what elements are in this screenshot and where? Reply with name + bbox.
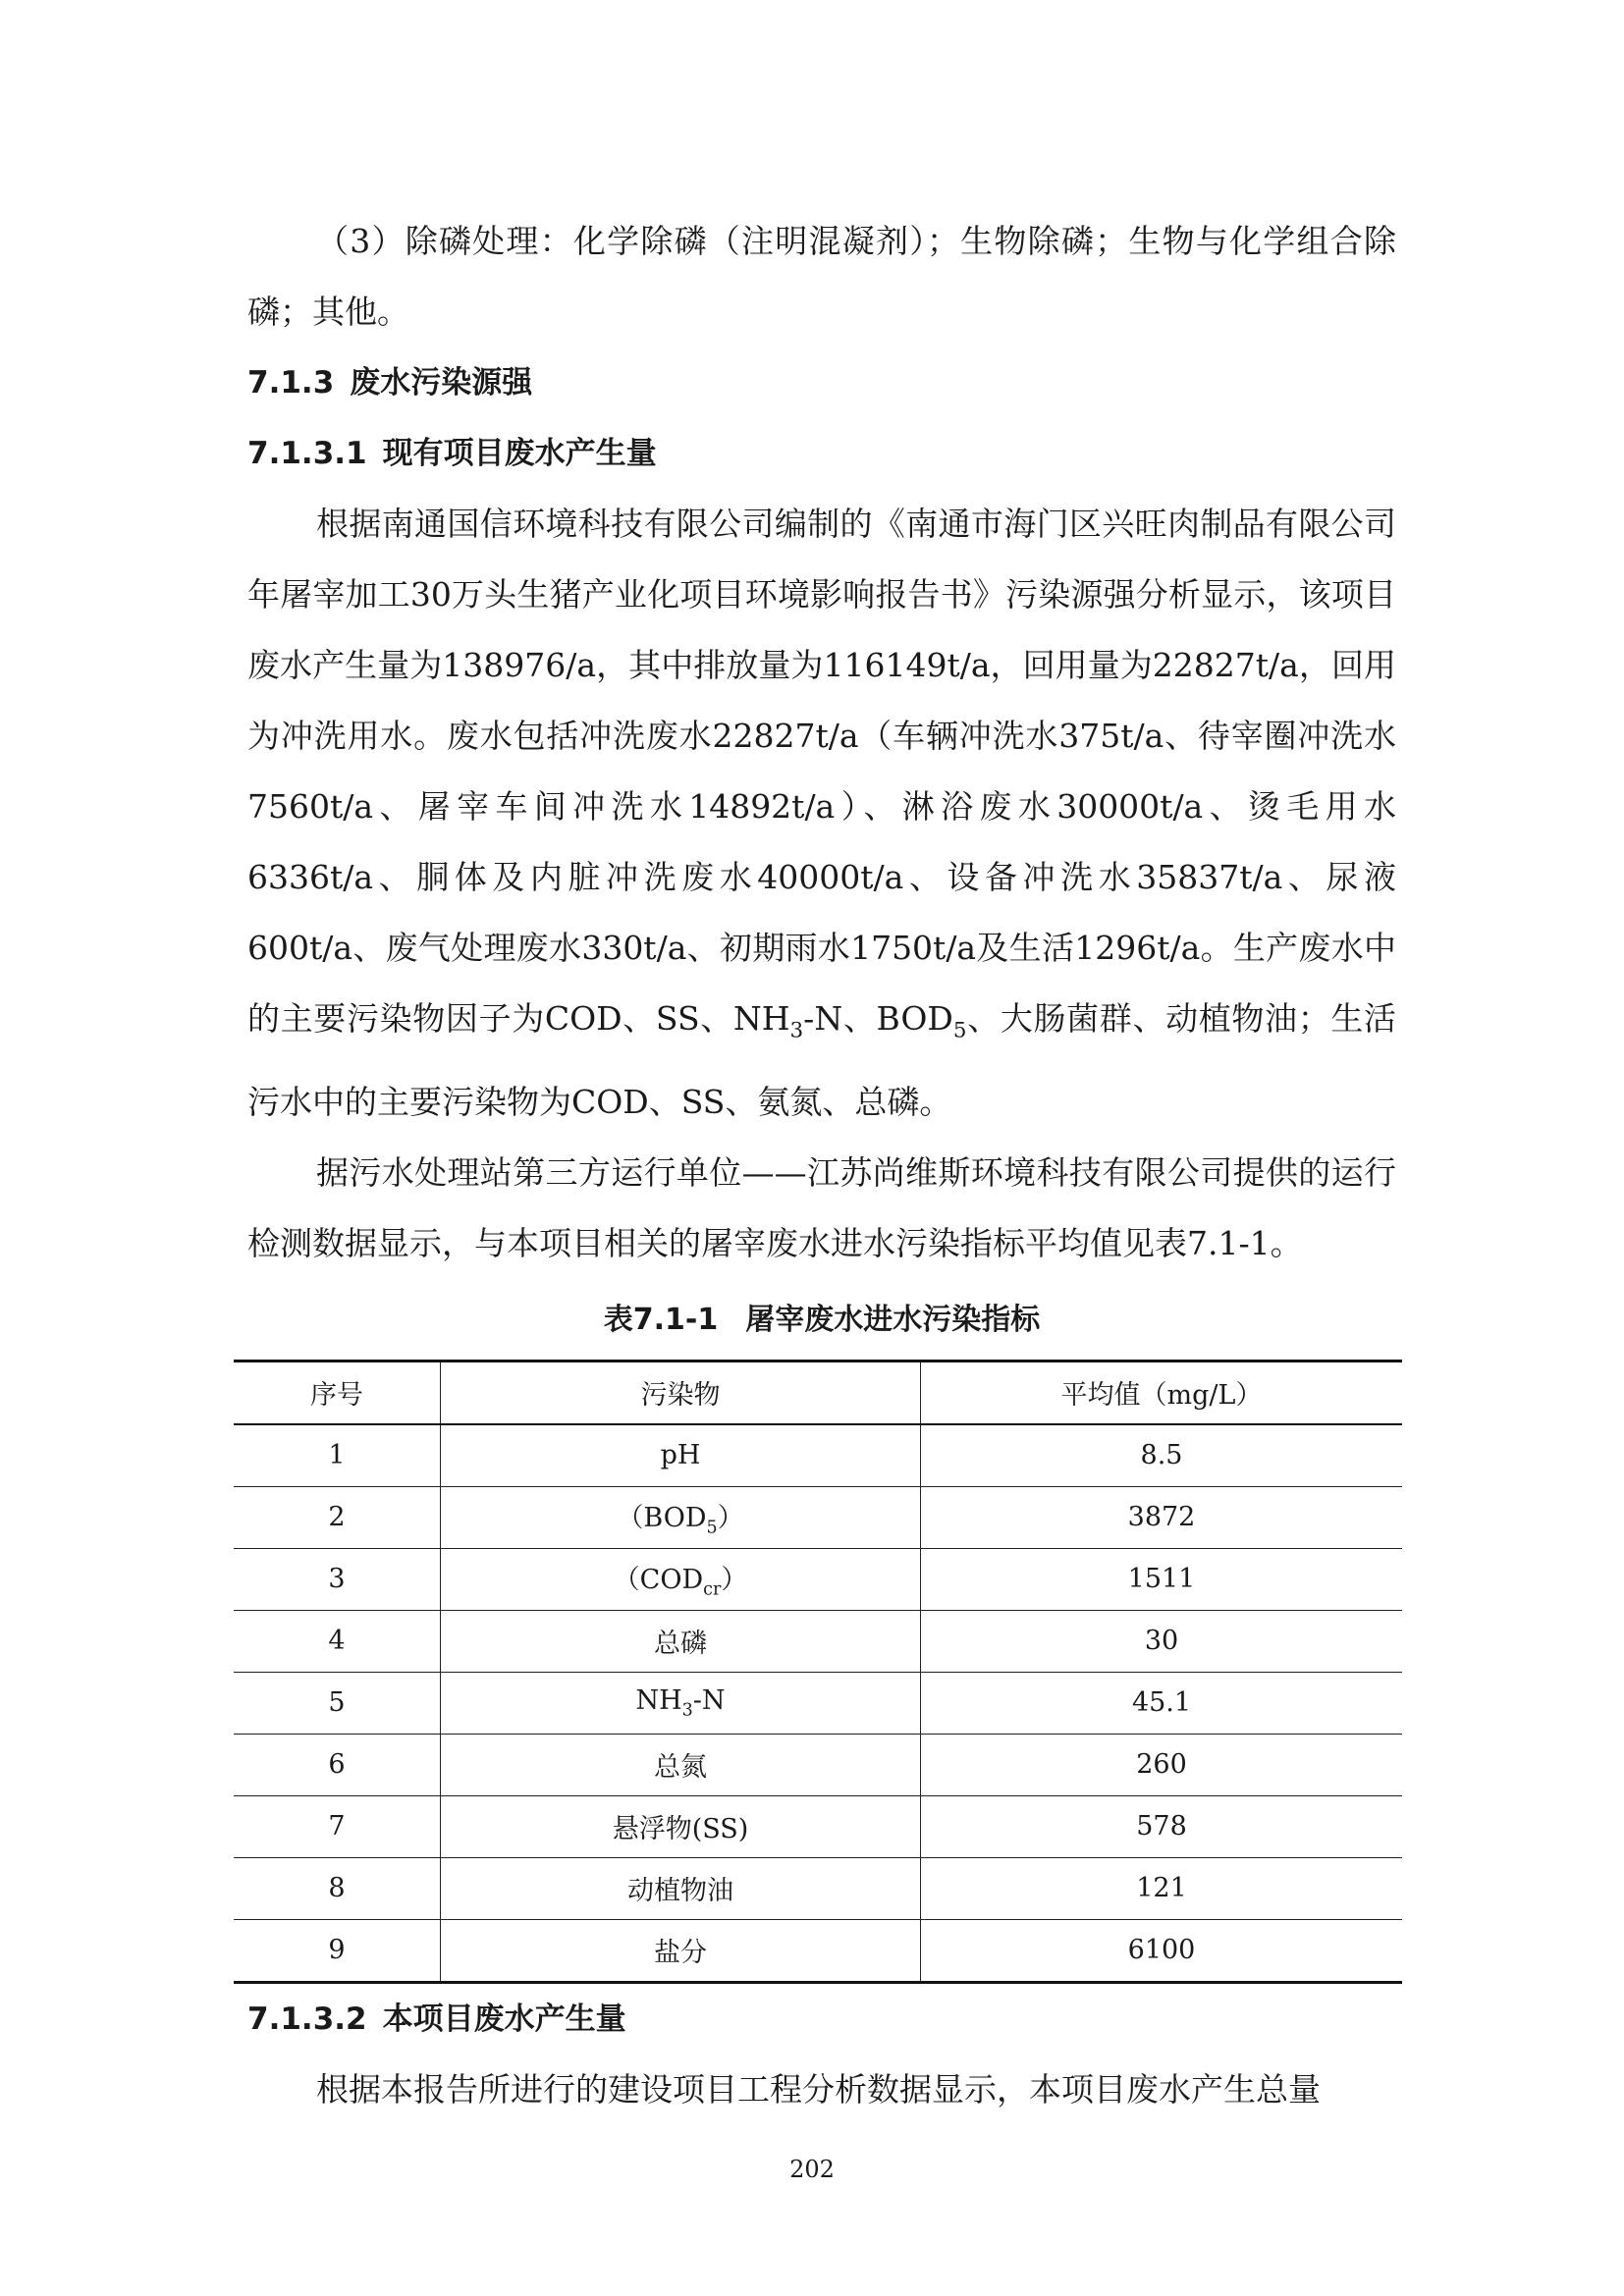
table-row xyxy=(234,1734,1402,1795)
table-row xyxy=(234,1857,1402,1919)
section-number: 7.1.3 xyxy=(247,365,335,400)
section-title: 废水污染源强 xyxy=(350,365,533,400)
page-number: 202 xyxy=(789,2156,835,2183)
table-row xyxy=(234,1424,1402,1487)
existing-project-paragraph: 根据南通国信环境科技有限公司编制的《南通市海门区兴旺肉制品有限公司年屠宰加工30万头生猪产业化项目环境影响报告书》污染源强分析显示，该项目废水产生量为138976/a，其中排放量为116149t/a，回用量为22827t/a，回用为冲洗用水。废水包括冲洗废水22827t/a（车辆冲洗水375t/a、待宰圈冲洗水7560t/a、屠宰车间冲洗水14892t/a）、淋浴废水30000t/a、烫毛用水6336t/a、胴体及内脏冲洗废水40000t/a、设备冲洗水35837t/a、尿液600t/a、废气处理废水330t/a、初期雨水1750t/a及生活1296t/a。生产废水中的主要污染物因子为COD、SS、$NH_3-N$、$BOD_5$、大肠菌群、动植物油；生活污水中的主要污染物为COD、SS、氨氮、总磷。 xyxy=(247,505,1397,1121)
table-row xyxy=(234,1795,1402,1857)
table-row xyxy=(234,1672,1402,1734)
row-value: 260 xyxy=(921,1734,1403,1795)
row-value: 8.5 xyxy=(921,1424,1403,1487)
row-no: 8 xyxy=(234,1857,441,1919)
pollutant-table xyxy=(234,1360,1402,1984)
table-caption xyxy=(247,1289,1396,1352)
row-pollutant: 动植物油 xyxy=(441,1857,921,1919)
section-number: 7.1.3.2 xyxy=(247,2001,367,2037)
row-no: 2 xyxy=(234,1486,441,1548)
row-value: 3872 xyxy=(921,1486,1403,1548)
row-no: 7 xyxy=(234,1795,441,1857)
section-heading-7-1-3-2 xyxy=(247,1984,1396,2055)
table-caption-number: 表7.1-1 xyxy=(603,1302,719,1337)
operator-data-paragraph: 据污水处理站第三方运行单位——江苏尚维斯环境科技有限公司提供的运行检测数据显示，与本项目相关的屠宰废水进水污染指标平均值见表7.1-1。 xyxy=(247,1152,1396,1262)
row-no: 1 xyxy=(234,1424,441,1487)
section-heading-7-1-3 xyxy=(247,347,1396,418)
table-row xyxy=(234,1610,1402,1672)
row-value: 45.1 xyxy=(921,1672,1403,1734)
section-heading-7-1-3-1 xyxy=(247,418,1396,489)
section-title: 本项目废水产生量 xyxy=(382,2001,626,2037)
document-page xyxy=(247,206,1396,2125)
table-row xyxy=(234,1548,1402,1610)
section-number: 7.1.3.1 xyxy=(247,436,367,471)
row-value: 1511 xyxy=(921,1548,1403,1610)
project-paragraph: 根据本报告所进行的建设项目工程分析数据显示，本项目废水产生总量 xyxy=(316,2069,1321,2109)
table-caption-title: 屠宰废水进水污染指标 xyxy=(745,1302,1041,1337)
row-pollutant: 总氮 xyxy=(441,1734,921,1795)
row-no: 6 xyxy=(234,1734,441,1795)
intro-paragraph: （3）除磷处理：化学除磷（注明混凝剂）；生物除磷；生物与化学组合除磷；其他。 xyxy=(247,222,1396,331)
row-pollutant: pH xyxy=(441,1424,921,1487)
row-no: 9 xyxy=(234,1919,441,1982)
row-pollutant: $(COD_{cr})$ xyxy=(441,1548,921,1610)
row-pollutant: 盐分 xyxy=(441,1919,921,1982)
row-no: 5 xyxy=(234,1672,441,1734)
header-pollutant: 污染物 xyxy=(441,1361,921,1424)
row-no: 4 xyxy=(234,1610,441,1672)
row-value: 30 xyxy=(921,1610,1403,1672)
row-value: 578 xyxy=(921,1795,1403,1857)
row-pollutant: $NH_3-N$ xyxy=(441,1672,921,1734)
table-header-row xyxy=(234,1361,1402,1424)
header-average: 平均值（mg/L） xyxy=(921,1361,1403,1424)
row-pollutant: $(BOD_5)$ xyxy=(441,1486,921,1548)
row-no: 3 xyxy=(234,1548,441,1610)
row-pollutant: 总磷 xyxy=(441,1610,921,1672)
row-pollutant: 悬浮物(SS) xyxy=(441,1795,921,1857)
table-row xyxy=(234,1486,1402,1548)
table-row xyxy=(234,1919,1402,1982)
row-value: 121 xyxy=(921,1857,1403,1919)
row-value: 6100 xyxy=(921,1919,1403,1982)
header-no: 序号 xyxy=(234,1361,441,1424)
section-title: 现有项目废水产生量 xyxy=(382,436,657,471)
